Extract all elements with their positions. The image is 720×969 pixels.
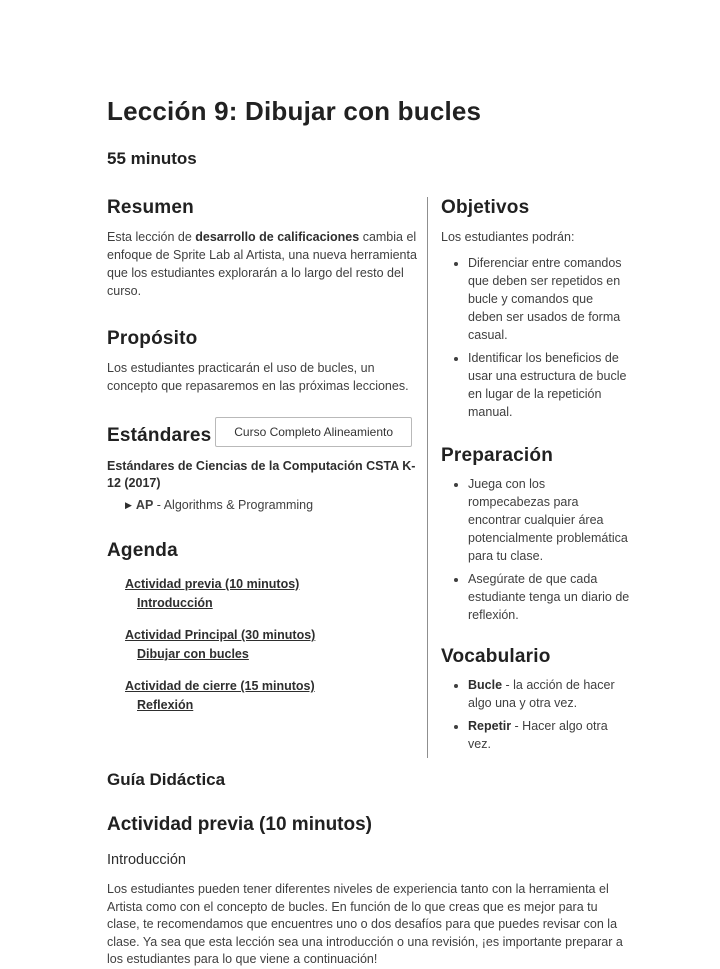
agenda-item (125, 626, 420, 663)
vocabulario-term (468, 717, 630, 753)
agenda-link-actividad-previa[interactable]: Actividad previa (10 minutos) (125, 577, 300, 592)
lesson-duration: 55 minutos (107, 149, 197, 169)
section-proposito (107, 328, 420, 395)
section-guia-didactica (107, 770, 630, 969)
proposito-body: Los estudiantes practicarán el uso de bucles, un concepto que repasaremos en las próximas lecciones. (107, 361, 409, 394)
full-course-alignment-button[interactable]: Curso Completo Alineamiento (215, 417, 412, 447)
preparacion-bullet: • Juega con los rompecabezas para encontrar cualquier área potencialmente problemática para tu clase. (468, 475, 630, 565)
vocab-term-bucle: Bucle (468, 678, 503, 693)
section-objetivos (441, 197, 630, 421)
estandares-heading: Estándares (107, 425, 212, 447)
section-resumen (107, 197, 420, 300)
disclosure-triangle-icon: ▶ (125, 500, 132, 511)
standards-category-name: - Algorithms & Programming (153, 498, 314, 513)
left-column (107, 197, 427, 758)
section-estandares (107, 417, 420, 512)
resumen-heading: Resumen (107, 197, 194, 219)
preparacion-heading: Preparación (441, 445, 554, 467)
agenda-sublink-introduccion[interactable]: Introducción (137, 596, 213, 611)
resumen-body-suffix: cambia el enfoque de Sprite Lab al Artista, una nueva herramienta que los estudiantes explorarán a lo largo del resto del curso. (107, 230, 417, 299)
agenda-item (125, 575, 420, 612)
resumen-body-bold: desarrollo de calificaciones (195, 230, 360, 245)
agenda-link-actividad-de-cierre[interactable]: Actividad de cierre (15 minutos) (125, 679, 315, 694)
section-vocabulario (441, 646, 630, 753)
agenda-subitem (137, 696, 420, 714)
right-column (427, 197, 630, 758)
introduccion-subheading: Introducción (107, 852, 186, 869)
objetivos-bullet: • Identificar los beneficios de usar una estructura de bucle en lugar de la repetición manual. (468, 349, 630, 421)
standards-framework-title: Estándares de Ciencias de la Computación CSTA K-12 (2017) (107, 459, 416, 491)
objetivos-heading: Objetivos (441, 197, 530, 219)
resumen-body (107, 228, 420, 300)
objetivos-bullet-list (441, 254, 630, 421)
agenda-link-actividad-principal[interactable]: Actividad Principal (30 minutos) (125, 628, 316, 643)
vocab-definition: - la acción de hacer algo una y otra vez. (468, 678, 615, 711)
vocabulario-term-list (441, 676, 630, 753)
agenda-subitem (137, 594, 420, 612)
vocabulario-term (468, 676, 630, 712)
agenda-sublink-dibujar-con-bucles[interactable]: Dibujar con bucles (137, 647, 249, 662)
introduccion-paragraph: Los estudiantes pueden tener diferentes niveles de experiencia tanto con la herramienta el Artista como con el concepto de bucles. En función de lo que creas que es mejor para tu clase, te recomendamos que encuentres uno o dos desafíos para que puedes revisar con la clase. Ya sea que esta lección sea una introducción o una revisión, ¡es importante preparar a los estudiantes para lo que viene a continuación! (107, 882, 623, 967)
agenda-subitem (137, 645, 420, 663)
agenda-heading: Agenda (107, 540, 178, 562)
standards-category-code: AP (135, 498, 154, 513)
estandares-header-row (107, 417, 420, 447)
standards-category-ap[interactable] (125, 498, 420, 512)
two-column-layout (107, 197, 630, 758)
agenda-list (125, 575, 420, 714)
page-title: Lección 9: Dibujar con bucles (107, 96, 482, 126)
agenda-sublink-reflexion[interactable]: Reflexión (137, 698, 194, 713)
vocab-term-repetir: Repetir (468, 719, 512, 734)
objetivos-bullet: • Diferenciar entre comandos que deben ser repetidos en bucle y comandos que deben ser usados de forma casual. (468, 254, 630, 344)
objetivos-intro: Los estudiantes podrán: (441, 230, 575, 245)
agenda-item (125, 677, 420, 714)
preparacion-bullet-list (441, 475, 630, 624)
resumen-body-prefix: Esta lección de (107, 230, 196, 245)
section-preparacion (441, 445, 630, 624)
actividad-previa-heading: Actividad previa (10 minutos) (107, 814, 373, 836)
vocabulario-heading: Vocabulario (441, 646, 551, 668)
preparacion-bullet: • Asegúrate de que cada estudiante tenga un diario de reflexión. (468, 570, 630, 624)
guia-didactica-heading: Guía Didáctica (107, 770, 226, 790)
section-agenda (107, 540, 420, 714)
vocab-definition: - Hacer algo otra vez. (468, 719, 608, 752)
proposito-heading: Propósito (107, 328, 198, 350)
